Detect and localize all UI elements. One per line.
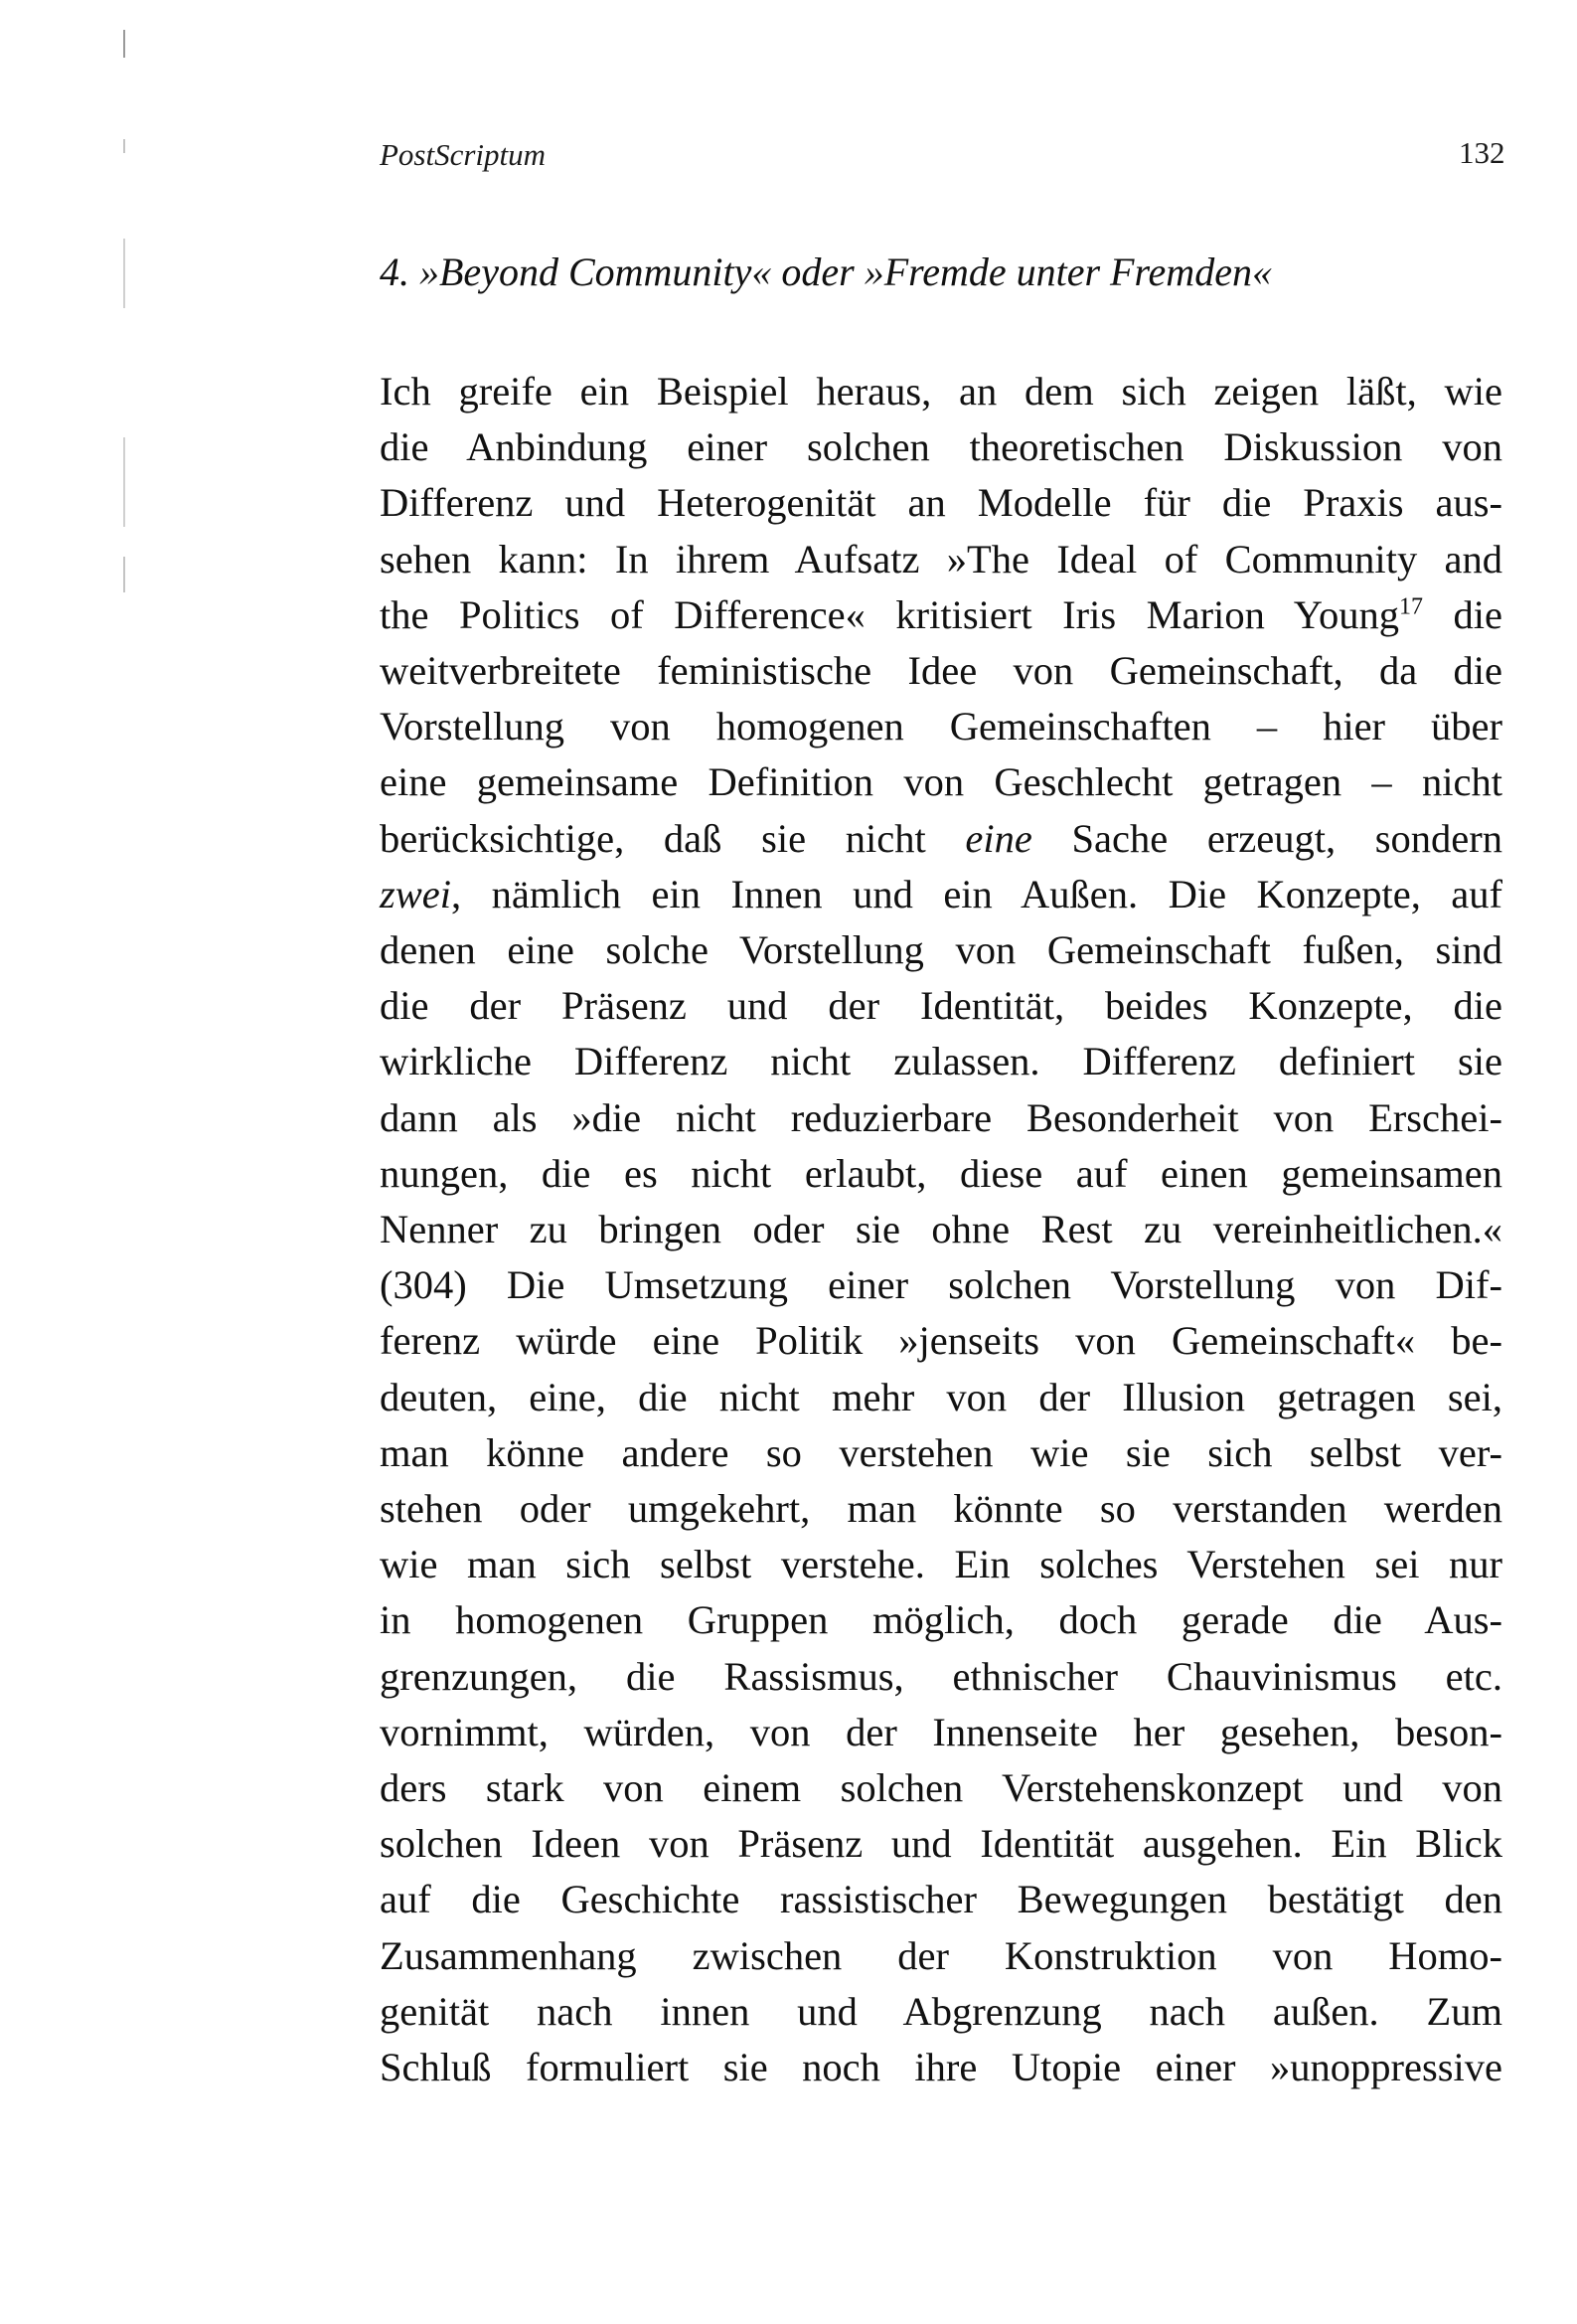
body-paragraph [380,364,1502,2095]
text-line: wirkliche Differenz nicht zulassen. Differenz definiert sie [380,1039,1502,1084]
text-line: die der Präsenz und der Identität, beides Konzepte, die [380,983,1502,1029]
text-line: Schluß formuliert sie noch ihre Utopie einer »unoppressive [380,2045,1502,2090]
section-heading: 4. »Beyond Community« oder »Fremde unter Fremden« [380,249,1272,294]
text-line: berücksichtige, daß sie nicht eine Sache erzeugt, sondern [380,815,1503,861]
scan-gutter-mark-top [123,30,125,58]
page-number: 132 [1459,135,1505,170]
text-line: dann als »die nicht reduzierbare Besonderheit von Erschei- [380,1094,1502,1140]
scan-gutter-mark-d [123,557,125,592]
text-line: (304) Die Umsetzung einer solchen Vorstellung von Dif- [380,1262,1502,1308]
text-line: man könne andere so verstehen wie sie sich selbst ver- [380,1429,1502,1475]
text-line: Zusammenhang zwischen der Konstruktion von Homo- [380,1932,1502,1978]
footnote-reference: 17 [1399,593,1424,620]
text-line: Ich greife ein Beispiel heraus, an dem sich zeigen läßt, wie [380,369,1502,414]
text-line: ders stark von einem solchen Verstehenskonzept und von [380,1765,1502,1811]
emphasis-text: zwei [380,871,452,916]
text-line: Nenner zu bringen oder sie ohne Rest zu vereinheitlichen.« [380,1207,1502,1252]
text-line: deuten, eine, die nicht mehr von der Illusion getragen sei, [380,1374,1502,1419]
emphasis-text: eine [965,815,1032,861]
scan-gutter-mark-b [123,239,125,308]
text-line: ferenz würde eine Politik »jenseits von Gemeinschaft« be- [380,1318,1502,1364]
text-line: stehen oder umgekehrt, man könnte so verstanden werden [380,1486,1502,1532]
text-line: grenzungen, die Rassismus, ethnischer Chauvinismus etc. [380,1653,1502,1699]
text-line: denen eine solche Vorstellung von Gemeinschaft fußen, sind [380,927,1502,973]
text-line: nungen, die es nicht erlaubt, diese auf einen gemeinsamen [380,1150,1502,1196]
text-line: wie man sich selbst verstehe. Ein solches Verstehen sei nur [380,1542,1502,1587]
text-line: weitverbreitete feministische Idee von Gemeinschaft, da die [380,648,1502,694]
text-line: vornimmt, würden, von der Innenseite her gesehen, beson- [380,1709,1502,1754]
text-line: Differenz und Heterogenität an Modelle für die Praxis aus- [380,480,1502,526]
running-header-title: PostScriptum [380,137,547,172]
text-line: solchen Ideen von Präsenz und Identität ausgehen. Ein Blick [380,1821,1502,1867]
text-line: sehen kann: In ihrem Aufsatz »The Ideal of Community and [380,536,1502,581]
text-line: genität nach innen und Abgrenzung nach außen. Zum [380,1988,1502,2034]
text-line: auf die Geschichte rassistischer Bewegungen bestätigt den [380,1877,1502,1922]
text-line: zwei, nämlich ein Innen und ein Außen. Die Konzepte, auf [380,871,1502,916]
text-line: eine gemeinsame Definition von Geschlecht getragen – nicht [380,759,1502,805]
text-line: in homogenen Gruppen möglich, doch gerade die Aus- [380,1597,1502,1643]
scan-gutter-mark-c [123,437,125,527]
text-line: Vorstellung von homogenen Gemeinschaften – hier über [380,704,1502,749]
text-line: die Anbindung einer solchen theoretischen Diskussion von [380,424,1502,470]
text-line: the Politics of Difference« kritisiert Iris Marion Young$^{17}$ die [380,591,1502,637]
scan-gutter-mark-a [123,139,125,153]
